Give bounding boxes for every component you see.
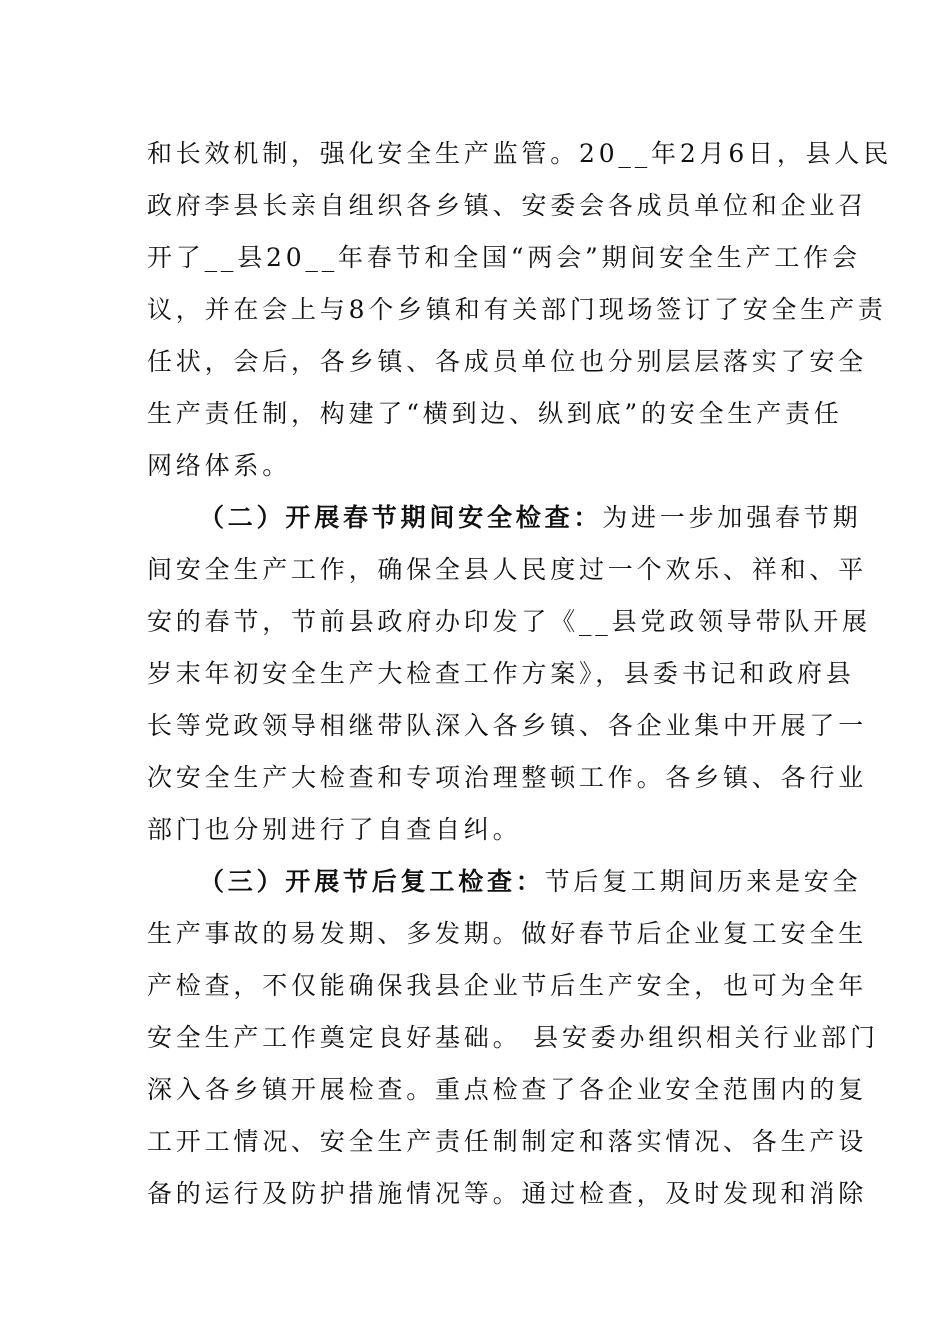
text-line: 安的春节，节前县政府办印发了《__县党政领导带队开展 — [147, 607, 871, 636]
text-line: 议，并在会上与8个乡镇和有关部门现场签订了安全生产责 — [147, 295, 887, 324]
text-line: 次安全生产大检查和专项治理整顿工作。各乡镇、各行业 — [147, 763, 868, 792]
section-3-text: 节后复工期间历来是安全 — [544, 867, 862, 896]
section-2-text: 为进一步加强春节期 — [602, 503, 862, 532]
section-2-heading: （二）开展春节期间安全检查： — [199, 503, 603, 532]
text-line: 产检查，不仅能确保我县企业节后生产安全，也可为全年 — [147, 971, 868, 1000]
text-line: 政府李县长亲自组织各乡镇、安委会各成员单位和企业召 — [147, 191, 868, 220]
text-line: 部门也分别进行了自查自纠。 — [147, 815, 522, 844]
text-line: 长等党政领导相继带队深入各乡镇、各企业集中开展了一 — [147, 711, 868, 740]
text-line: 间安全生产工作，确保全县人民度过一个欢乐、祥和、平 — [147, 555, 868, 584]
section-3-heading: （三）开展节后复工检查： — [199, 867, 545, 896]
text-line: 和长效机制，强化安全生产监管。20__年2月6日，县人民 — [147, 139, 893, 168]
text-line: 网络体系。 — [147, 451, 292, 480]
text-line: 备的运行及防护措施情况等。通过检查，及时发现和消除 — [147, 1179, 868, 1208]
text-line: 生产责任制，构建了“横到边、纵到底”的安全生产责任 — [147, 399, 843, 428]
text-line: 深入各乡镇开展检查。重点检查了各企业安全范围内的复 — [147, 1075, 868, 1104]
text-line: 工开工情况、安全生产责任制制定和落实情况、各生产设 — [147, 1127, 868, 1156]
text-line: 任状，会后，各乡镇、各成员单位也分别层层落实了安全 — [147, 347, 868, 376]
section-2-first-line — [199, 498, 862, 538]
text-line: 开了__县20__年春节和全国“两会”期间安全生产工作会 — [147, 243, 861, 272]
text-line: 安全生产工作奠定良好基础。 县安委办组织相关行业部门 — [147, 1023, 879, 1052]
text-line: 岁末年初安全生产大检查工作方案》，县委书记和政府县 — [147, 659, 855, 688]
text-line: 生产事故的易发期、多发期。做好春节后企业复工安全生 — [147, 919, 868, 948]
section-3-first-line — [199, 862, 862, 902]
